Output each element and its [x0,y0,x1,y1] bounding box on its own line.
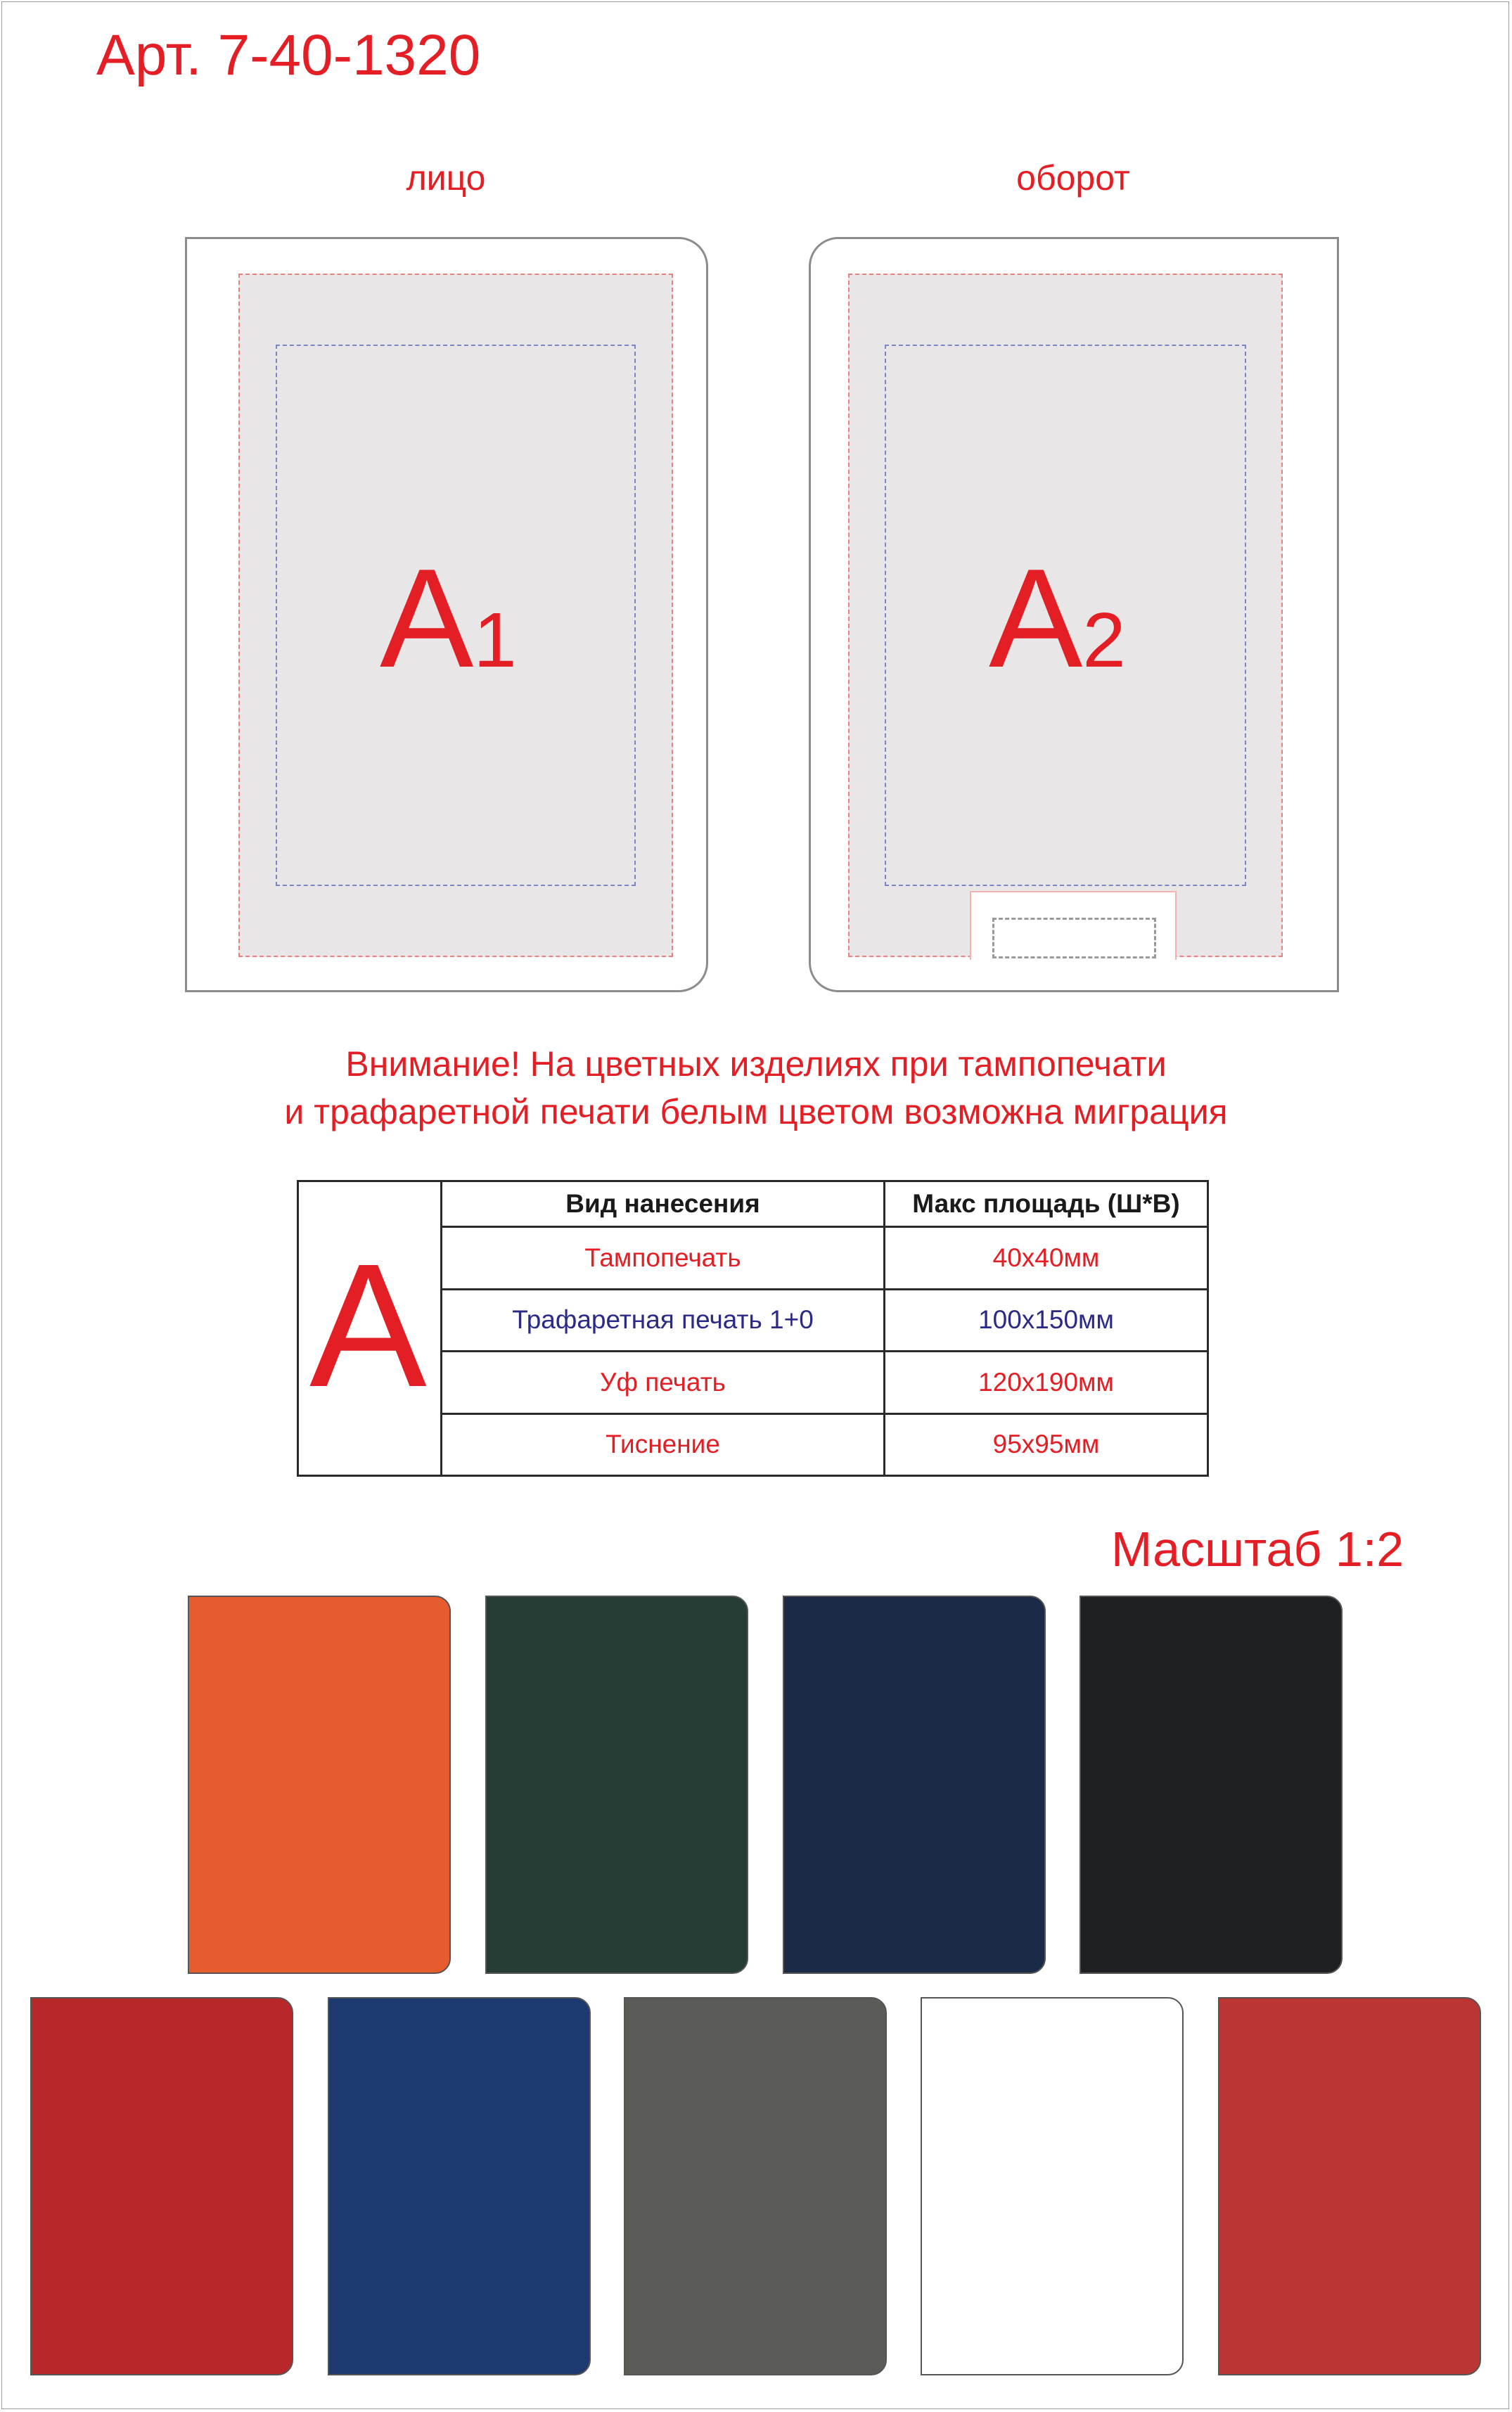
color-swatch-brick-red [1218,1997,1481,2375]
color-swatch-dark-green [485,1596,748,1974]
area-cell: 120х190мм [885,1352,1208,1414]
area-cell: 100х150мм [885,1289,1208,1352]
color-swatch-red [30,1997,293,2375]
header-max-area: Макс площадь (Ш*В) [885,1181,1208,1227]
warning-line-2: и трафаретной печати белым цветом возможна миграция [284,1092,1228,1131]
front-zone-marker: A1 [380,540,517,697]
table-row [442,1413,1208,1476]
color-swatch-black [1079,1596,1343,1974]
back-side-label: оборот [1016,158,1130,198]
back-zone-marker: A2 [989,540,1126,697]
color-swatch-orange [188,1596,451,1974]
color-swatch-grey [624,1997,887,2375]
warning-line-1: Внимание! На цветных изделиях при тампопечати [345,1044,1167,1084]
table-row [442,1289,1208,1352]
method-cell: Трафаретная печать 1+0 [442,1289,885,1352]
scale-label: Масштаб 1:2 [1111,1522,1404,1577]
color-swatch-white [921,1997,1184,2375]
area-cell: 40х40мм [885,1227,1208,1290]
color-swatch-navy [783,1596,1046,1974]
method-cell: Тампопечать [442,1227,885,1290]
color-swatch-blue [328,1997,591,2375]
method-cell: Тиснение [442,1413,885,1476]
back-label-area [992,918,1156,958]
method-cell: Уф печать [442,1352,885,1414]
table-row [442,1227,1208,1290]
application-methods-table [440,1180,1209,1477]
table-zone-letter: A [309,1227,427,1423]
table-row [442,1352,1208,1414]
area-cell: 95х95мм [885,1413,1208,1476]
table-header-row [442,1181,1208,1227]
article-title: Арт. 7-40-1320 [96,23,481,87]
front-side-label: лицо [406,158,486,198]
header-method: Вид нанесения [442,1181,885,1227]
